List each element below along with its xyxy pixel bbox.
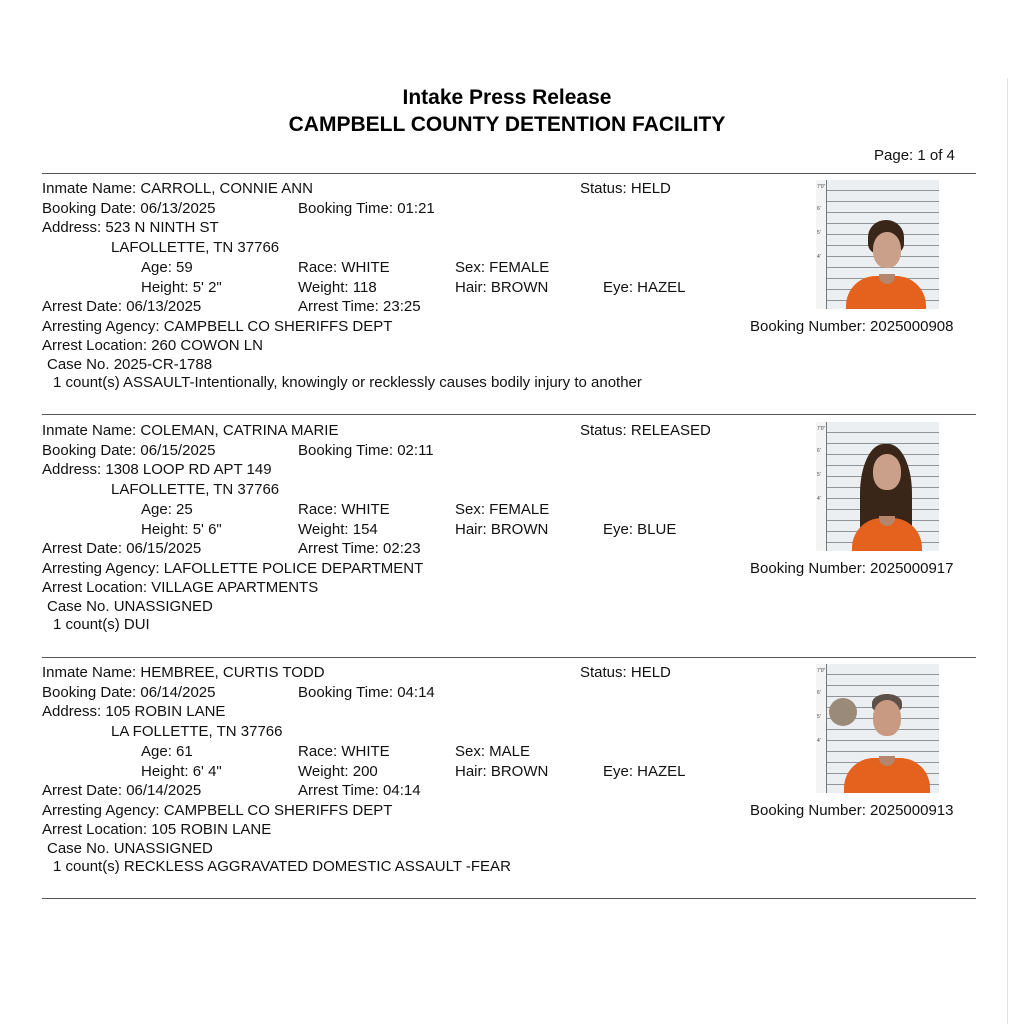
booking-time: Booking Time: 02:11 bbox=[298, 442, 434, 459]
booking-number: Booking Number: 2025000917 bbox=[750, 560, 954, 577]
inmate-name: Inmate Name: COLEMAN, CATRINA MARIE bbox=[42, 422, 339, 439]
divider bbox=[42, 414, 976, 415]
height: Height: 5' 2" bbox=[141, 279, 222, 296]
city: LAFOLLETTE, TN 37766 bbox=[111, 239, 280, 256]
booking-date: Booking Date: 06/13/2025 bbox=[42, 200, 216, 217]
age: Age: 59 bbox=[141, 259, 193, 276]
arrest-date: Arrest Date: 06/15/2025 bbox=[42, 540, 202, 557]
divider bbox=[42, 657, 976, 658]
arrest-location: Arrest Location: 260 COWON LN bbox=[42, 337, 263, 354]
height: Height: 6' 4" bbox=[141, 763, 222, 780]
arrest-time: Arrest Time: 04:14 bbox=[298, 782, 421, 799]
divider bbox=[42, 173, 976, 174]
weight: Weight: 154 bbox=[298, 521, 378, 538]
inmate-name: Inmate Name: HEMBREE, CURTIS TODD bbox=[42, 664, 325, 681]
arrest-time: Arrest Time: 02:23 bbox=[298, 540, 421, 557]
age: Age: 61 bbox=[141, 743, 193, 760]
city: LAFOLLETTE, TN 37766 bbox=[111, 481, 280, 498]
charge: 1 count(s) DUI bbox=[53, 616, 150, 633]
race: Race: WHITE bbox=[298, 743, 390, 760]
booking-date: Booking Date: 06/14/2025 bbox=[42, 684, 216, 701]
page-number: Page: 1 of 4 bbox=[874, 147, 955, 164]
charge: 1 count(s) RECKLESS AGGRAVATED DOMESTIC ASSAULT -FEAR bbox=[53, 858, 511, 875]
status: Status: RELEASED bbox=[580, 422, 711, 439]
hair: Hair: BROWN bbox=[455, 521, 549, 538]
age: Age: 25 bbox=[141, 501, 193, 518]
arrest-location: Arrest Location: 105 ROBIN LANE bbox=[42, 821, 272, 838]
mugshot-photo: 7'0" 6' 5' 4' bbox=[816, 422, 939, 551]
hair: Hair: BROWN bbox=[455, 279, 549, 296]
inmate-record bbox=[0, 664, 1014, 904]
inmate-record bbox=[0, 422, 1014, 662]
sex: Sex: FEMALE bbox=[455, 501, 550, 518]
arresting-agency: Arresting Agency: CAMPBELL CO SHERIFFS DEPT bbox=[42, 318, 393, 335]
weight: Weight: 200 bbox=[298, 763, 378, 780]
charge: 1 count(s) ASSAULT-Intentionally, knowingly or recklessly causes bodily injury to another bbox=[53, 374, 642, 391]
booking-time: Booking Time: 01:21 bbox=[298, 200, 435, 217]
inmate-name: Inmate Name: CARROLL, CONNIE ANN bbox=[42, 180, 313, 197]
status: Status: HELD bbox=[580, 180, 671, 197]
case-number: Case No. UNASSIGNED bbox=[47, 840, 213, 857]
inmate-record bbox=[0, 180, 1014, 420]
arrest-date: Arrest Date: 06/13/2025 bbox=[42, 298, 202, 315]
divider bbox=[42, 898, 976, 899]
address: Address: 1308 LOOP RD APT 149 bbox=[42, 461, 272, 478]
arrest-date: Arrest Date: 06/14/2025 bbox=[42, 782, 202, 799]
booking-time: Booking Time: 04:14 bbox=[298, 684, 435, 701]
eye: Eye: BLUE bbox=[603, 521, 677, 538]
address: Address: 105 ROBIN LANE bbox=[42, 703, 226, 720]
height: Height: 5' 6" bbox=[141, 521, 222, 538]
booking-number: Booking Number: 2025000908 bbox=[750, 318, 954, 335]
arrest-location: Arrest Location: VILLAGE APARTMENTS bbox=[42, 579, 319, 596]
race: Race: WHITE bbox=[298, 259, 390, 276]
mugshot-photo: 7'0" 6' 5' 4' bbox=[816, 180, 939, 309]
booking-date: Booking Date: 06/15/2025 bbox=[42, 442, 216, 459]
eye: Eye: HAZEL bbox=[603, 763, 686, 780]
arresting-agency: Arresting Agency: CAMPBELL CO SHERIFFS DEPT bbox=[42, 802, 393, 819]
sex: Sex: FEMALE bbox=[455, 259, 550, 276]
eye: Eye: HAZEL bbox=[603, 279, 686, 296]
report-title: Intake Press Release bbox=[402, 86, 612, 109]
race: Race: WHITE bbox=[298, 501, 390, 518]
hair: Hair: BROWN bbox=[455, 763, 549, 780]
address: Address: 523 N NINTH ST bbox=[42, 219, 219, 236]
sex: Sex: MALE bbox=[455, 743, 531, 760]
weight: Weight: 118 bbox=[298, 279, 377, 296]
booking-number: Booking Number: 2025000913 bbox=[750, 802, 954, 819]
facility-title: CAMPBELL COUNTY DETENTION FACILITY bbox=[288, 113, 726, 136]
case-number: Case No. 2025-CR-1788 bbox=[47, 356, 213, 373]
city: LA FOLLETTE, TN 37766 bbox=[111, 723, 283, 740]
case-number: Case No. UNASSIGNED bbox=[47, 598, 213, 615]
arresting-agency: Arresting Agency: LAFOLLETTE POLICE DEPARTMENT bbox=[42, 560, 424, 577]
arrest-time: Arrest Time: 23:25 bbox=[298, 298, 421, 315]
mugshot-photo: 7'0" 6' 5' 4' bbox=[816, 664, 939, 793]
status: Status: HELD bbox=[580, 664, 671, 681]
